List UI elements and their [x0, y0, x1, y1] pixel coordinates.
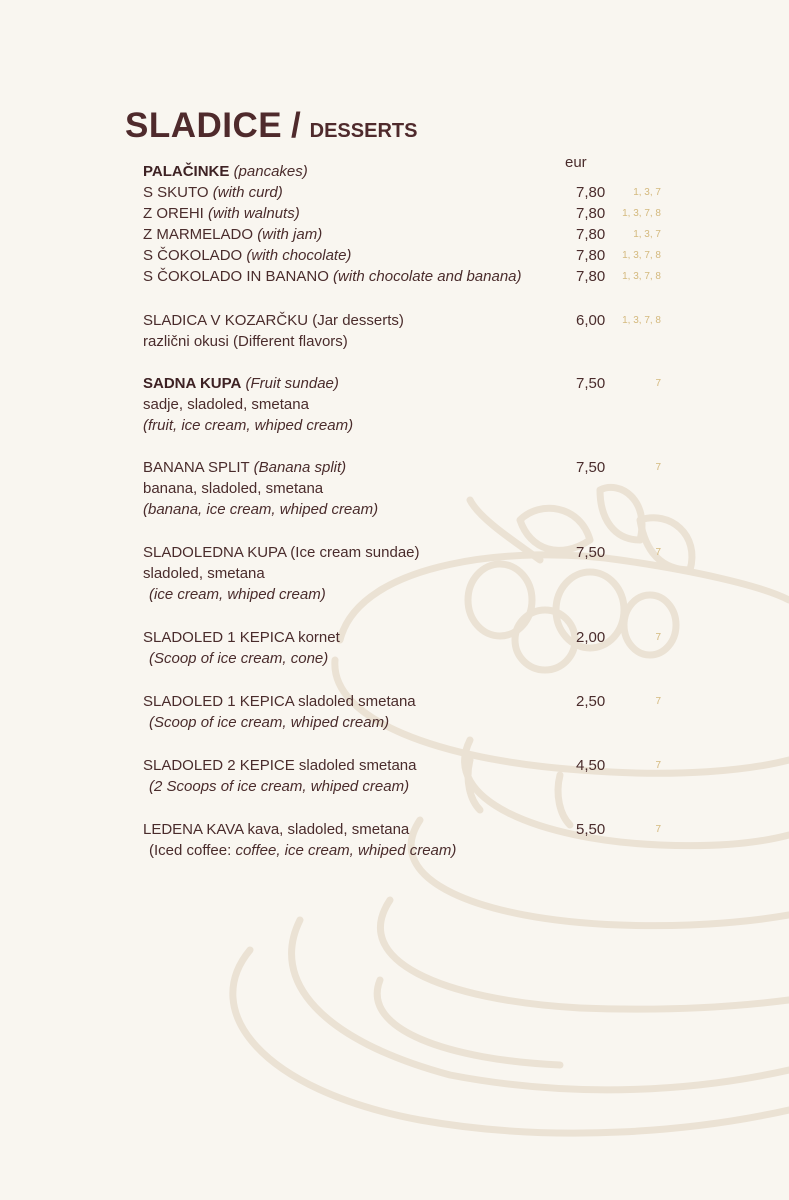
menu-item-pancake-walnuts: [143, 203, 300, 224]
item-allergens: 1, 3, 7: [633, 187, 661, 198]
item-allergens: 1, 3, 7, 8: [622, 315, 661, 326]
item-allergens: 7: [655, 378, 661, 389]
title-main: SLADICE: [125, 106, 283, 145]
pancakes-heading: [143, 161, 308, 182]
item-price: 5,50: [576, 821, 606, 838]
item-allergens: 1, 3, 7, 8: [622, 208, 661, 219]
item-allergens: 7: [655, 547, 661, 558]
item-name: Z MARMELADO: [143, 226, 254, 243]
item-price: 7,80: [576, 205, 606, 222]
item-allergens: 7: [655, 462, 661, 473]
item-price: 7,80: [576, 268, 606, 285]
item-allergens: 7: [655, 632, 661, 643]
menu-item-fruit-sundae: [143, 373, 339, 394]
item-price: 7,80: [576, 247, 606, 264]
item-description-en: [149, 840, 456, 861]
currency-label: eur: [565, 154, 587, 171]
item-translation: (Banana split): [253, 459, 347, 476]
item-price: 6,00: [576, 312, 606, 329]
pancakes-heading-name: PALAČINKE: [143, 163, 230, 180]
menu-item-scoop-cone: SLADOLED 1 KEPICA kornet: [143, 629, 340, 646]
menu-item-ice-cream-sundae: SLADOLEDNA KUPA (Ice cream sundae): [143, 544, 420, 561]
item-description-en: [149, 648, 328, 669]
item-description-en: [149, 712, 389, 733]
item-translation: (with jam): [257, 226, 323, 243]
item-description-en-text: (banana, ice cream, whiped cream): [143, 501, 379, 518]
item-name: BANANA SPLIT: [143, 459, 250, 476]
item-translation: (with walnuts): [208, 205, 300, 222]
item-description-en-prefix: (Iced coffee:: [149, 842, 232, 859]
menu-item-pancake-chocolate: [143, 245, 351, 266]
item-description: sladoled, smetana: [143, 565, 265, 582]
item-name: SADNA KUPA: [143, 375, 242, 392]
item-description-en-text: (Scoop of ice cream, whiped cream): [149, 714, 390, 731]
title-subtitle: DESSERTS: [309, 120, 418, 142]
item-translation: (Fruit sundae): [245, 375, 339, 392]
item-description-en: [143, 499, 378, 520]
menu-item-pancake-curd: [143, 182, 283, 203]
menu-item-jar-desserts: SLADICA V KOZARČKU (Jar desserts): [143, 312, 404, 329]
item-allergens: 7: [655, 760, 661, 771]
item-price: 7,80: [576, 226, 606, 243]
title-separator: /: [291, 106, 301, 145]
item-price: 2,00: [576, 629, 606, 646]
menu-item-pancake-chocolate-banana: [143, 266, 522, 287]
item-description: različni okusi (Different flavors): [143, 333, 348, 350]
item-price: 4,50: [576, 757, 606, 774]
item-name: Z OREHI: [143, 205, 204, 222]
item-allergens: 1, 3, 7: [633, 229, 661, 240]
item-description-en-text: (Scoop of ice cream, cone): [149, 650, 329, 667]
item-price: 7,50: [576, 544, 606, 561]
page-title: [125, 106, 417, 146]
item-description-en-text: coffee, ice cream, whiped cream): [235, 842, 457, 859]
item-name: S ČOKOLADO: [143, 247, 243, 264]
item-description: banana, sladoled, smetana: [143, 480, 324, 497]
item-name: S SKUTO: [143, 184, 209, 201]
item-translation: (with chocolate and banana): [333, 268, 522, 285]
item-price: 2,50: [576, 693, 606, 710]
item-translation: (with chocolate): [246, 247, 352, 264]
pancakes-heading-translation: (pancakes): [233, 163, 308, 180]
menu-item-banana-split: [143, 457, 346, 478]
item-description-en-text: (2 Scoops of ice cream, whiped cream): [149, 778, 410, 795]
item-price: 7,80: [576, 184, 606, 201]
item-allergens: 1, 3, 7, 8: [622, 250, 661, 261]
item-allergens: 1, 3, 7, 8: [622, 271, 661, 282]
item-price: 7,50: [576, 375, 606, 392]
menu-item-scoop-cream: SLADOLED 1 KEPICA sladoled smetana: [143, 693, 416, 710]
menu-item-pancake-jam: [143, 224, 322, 245]
item-description-en-text: (ice cream, whiped cream): [149, 586, 326, 603]
item-description-en: [149, 584, 326, 605]
item-allergens: 7: [655, 696, 661, 707]
item-description-en-text: (fruit, ice cream, whiped cream): [143, 417, 354, 434]
item-description: sadje, sladoled, smetana: [143, 396, 309, 413]
item-price: 7,50: [576, 459, 606, 476]
menu-item-iced-coffee: LEDENA KAVA kava, sladoled, smetana: [143, 821, 410, 838]
item-allergens: 7: [655, 824, 661, 835]
item-description-en: [143, 415, 353, 436]
item-translation: (with curd): [212, 184, 283, 201]
item-name: S ČOKOLADO IN BANANO: [143, 268, 329, 285]
menu-item-two-scoops: SLADOLED 2 KEPICE sladoled smetana: [143, 757, 417, 774]
item-description-en: [149, 776, 409, 797]
